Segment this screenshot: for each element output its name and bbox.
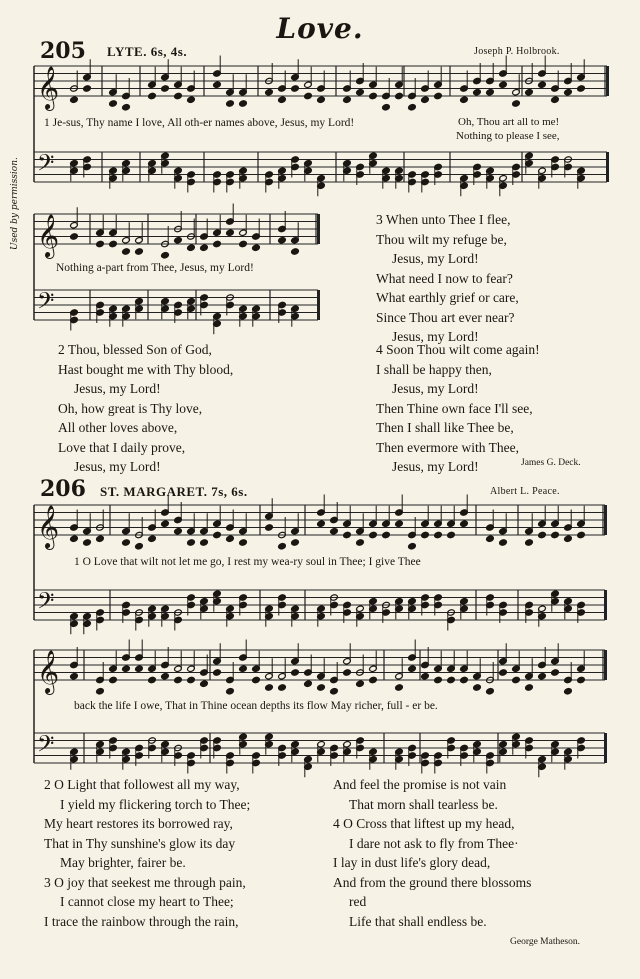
treble-clef: 𝄞: [37, 504, 60, 548]
note-head: [291, 85, 300, 92]
note-head: [343, 96, 352, 103]
note-head: [447, 531, 456, 538]
lyric-line-206-1: 1 O Love that wilt not let me go, I rest my wea-ry soul in Thee; I give Thee: [74, 556, 421, 568]
lyric-line-205-1-right-b: Nothing to please I see,: [456, 130, 560, 142]
permission-note: Used by permission.: [10, 157, 20, 250]
verse-line: red: [349, 894, 367, 909]
lyric-line-205-1: 1 Je-sus, Thy name I love, All oth-er names above, Jesus, my Lord!: [44, 117, 355, 129]
hymn-number-206: 206: [40, 476, 86, 502]
note-head: [564, 535, 573, 542]
verse-line: I yield my flickering torch to Thee;: [60, 796, 251, 812]
note-head: [239, 240, 248, 247]
note-head: [161, 85, 170, 92]
note-head: [148, 92, 157, 99]
note-head: [226, 229, 235, 236]
note-head: [200, 680, 209, 687]
note-head: [460, 676, 469, 683]
note-head: [200, 244, 209, 251]
note-head: [395, 92, 404, 99]
note-head: [278, 684, 287, 691]
note-head: [148, 676, 157, 683]
verse-line: And feel the promise is not vain: [333, 777, 507, 792]
note-head: [551, 531, 560, 538]
verses-206-col2: [333, 775, 531, 931]
note-head: [174, 676, 183, 683]
verse-line: That morn shall tearless be.: [349, 796, 498, 812]
note-head: [252, 244, 261, 251]
note-head: [226, 100, 235, 107]
verse-line: Jesus, my Lord!: [74, 381, 161, 396]
tune-name-206: ST. MARGARET. 7s, 6s.: [100, 484, 248, 499]
note-head: [564, 688, 573, 695]
verse-line: May brighter, fairer be.: [60, 855, 186, 870]
note-head: [187, 676, 196, 683]
note-head: [421, 673, 430, 680]
note-head: [174, 528, 183, 535]
note-head: [135, 665, 144, 672]
bass-clef: 𝄢: [37, 288, 55, 320]
note-head: [239, 539, 248, 546]
note-head: [187, 244, 196, 251]
note-head: [408, 665, 417, 672]
note-head: [148, 535, 157, 542]
verse-line: Jesus, my Lord!: [392, 251, 479, 266]
note-head: [486, 535, 495, 542]
note-head: [161, 673, 170, 680]
verse-line: That in Thy sunshine's glow its day: [44, 835, 236, 851]
note-head: [109, 240, 118, 247]
verse-line: Then Thine own face I'll see,: [376, 400, 533, 416]
verse-line: All other loves above,: [58, 420, 178, 435]
note-head: [369, 92, 378, 99]
note-head: [278, 96, 287, 103]
verse-205-3: [376, 210, 519, 347]
bass-clef: 𝄢: [37, 150, 55, 182]
verse-205-4: [376, 340, 540, 477]
final-bar: [317, 214, 320, 244]
note-head: [512, 100, 521, 107]
note-head: [356, 680, 365, 687]
note-head: [122, 539, 131, 546]
note-head: [434, 676, 443, 683]
verse-line: I trace the rainbow through the rain,: [44, 913, 239, 929]
final-bar: [604, 505, 607, 535]
bass-clef: 𝄢: [37, 731, 55, 763]
verse-line: And from the ground there blossoms: [333, 874, 532, 890]
final-bar: [606, 152, 609, 182]
note-head: [369, 531, 378, 538]
final-bar: [604, 733, 607, 763]
note-head: [538, 673, 547, 680]
note-head: [525, 684, 534, 691]
verse-line: Since Thou art ever near?: [376, 309, 515, 325]
note-head: [213, 531, 222, 538]
note-head: [304, 680, 313, 687]
note-head: [239, 665, 248, 672]
treble-clef: 𝄞: [37, 213, 60, 257]
verse-line: Love that I daily prove,: [58, 439, 186, 455]
note-head: [408, 543, 417, 550]
verse-line: Jesus, my Lord!: [392, 329, 479, 344]
lyric-line-206-2: back the life I owe, That in Thine ocean depths its flow May richer, full - er be.: [74, 700, 438, 712]
note-head: [291, 539, 300, 546]
verse-line: Thou wilt my refuge be,: [376, 231, 507, 247]
verse-line: Jesus, my Lord!: [392, 459, 479, 474]
verse-line: What earthly grief or care,: [376, 290, 519, 305]
note-head: [265, 684, 274, 691]
note-head: [343, 531, 352, 538]
note-head: [135, 248, 144, 255]
note-head: [278, 543, 287, 550]
verse-line: Hast bought me with Thy blood,: [58, 361, 234, 377]
verse-line: I cannot close my heart to Thee;: [60, 894, 234, 909]
note-head: [369, 676, 378, 683]
note-head: [278, 237, 287, 244]
note-head: [577, 85, 586, 92]
note-head: [330, 528, 339, 535]
note-head: [421, 96, 430, 103]
note-head: [135, 543, 144, 550]
note-head: [304, 92, 313, 99]
note-head: [473, 684, 482, 691]
verse-205-2: [58, 340, 233, 477]
verse-line: Then I shall like Thee be,: [376, 420, 514, 435]
note-head: [382, 104, 391, 111]
note-head: [512, 676, 521, 683]
note-head: [200, 539, 209, 546]
note-head: [83, 539, 92, 546]
note-head: [486, 89, 495, 96]
treble-clef: 𝄞: [37, 649, 60, 693]
page-title: Love.: [276, 12, 364, 45]
note-head: [538, 81, 547, 88]
verse-line: My heart restores its borrowed ray,: [44, 816, 233, 831]
note-head: [291, 248, 300, 255]
tune-name-205: LYTE. 6s, 4s.: [107, 44, 188, 59]
note-head: [161, 520, 170, 527]
verse-line: 2 O Light that followest all my way,: [44, 777, 240, 792]
verse-line: Then evermore with Thee,: [376, 439, 519, 455]
note-head: [421, 531, 430, 538]
note-head: [265, 524, 274, 531]
composer-205: Joseph P. Holbrook.: [474, 46, 560, 57]
note-head: [460, 96, 469, 103]
note-head: [109, 676, 118, 683]
verse-line: I dare not ask to fly from Thee·: [349, 835, 519, 851]
note-head: [447, 676, 456, 683]
note-head: [538, 531, 547, 538]
note-head: [174, 237, 183, 244]
note-head: [187, 539, 196, 546]
note-head: [434, 92, 443, 99]
note-head: [499, 539, 508, 546]
note-head: [486, 688, 495, 695]
note-head: [473, 89, 482, 96]
note-head: [330, 688, 339, 695]
verse-line: Jesus, my Lord!: [74, 459, 161, 474]
note-head: [525, 539, 534, 546]
note-head: [122, 248, 131, 255]
note-head: [174, 92, 183, 99]
note-head: [213, 81, 222, 88]
note-head: [96, 240, 105, 247]
note-head: [356, 539, 365, 546]
note-head: [577, 531, 586, 538]
note-head: [564, 89, 573, 96]
verse-line: I shall be happy then,: [376, 361, 492, 377]
treble-clef: 𝄞: [37, 65, 60, 109]
note-head: [499, 669, 508, 676]
verse-line: Oh, how great is Thy love,: [58, 400, 203, 416]
note-head: [525, 89, 534, 96]
final-bar: [604, 650, 607, 680]
final-bar: [606, 66, 609, 96]
note-head: [434, 531, 443, 538]
verse-line: Jesus, my Lord!: [392, 381, 479, 396]
final-bar: [604, 590, 607, 620]
note-head: [356, 89, 365, 96]
author-206: George Matheson.: [510, 937, 581, 947]
note-head: [395, 520, 404, 527]
note-head: [83, 85, 92, 92]
note-head: [70, 673, 79, 680]
lyric-line-205-1-right-a: Oh, Thou art all to me!: [458, 116, 560, 128]
note-head: [265, 89, 274, 96]
verse-line: Life that shall endless be.: [349, 913, 487, 929]
note-head: [213, 240, 222, 247]
note-head: [109, 100, 118, 107]
verse-line: I lay in dust life's glory dead,: [333, 855, 491, 870]
verse-line: What need I now to fear?: [376, 270, 513, 286]
note-head: [187, 96, 196, 103]
note-head: [317, 684, 326, 691]
note-head: [408, 104, 417, 111]
note-head: [213, 669, 222, 676]
lyric-line-205-2: Nothing a-part from Thee, Jesus, my Lord!: [56, 262, 254, 274]
verse-line: 4 Soon Thou wilt come again!: [376, 342, 540, 357]
note-head: [395, 684, 404, 691]
note-head: [551, 96, 560, 103]
note-head: [161, 252, 170, 259]
note-head: [122, 104, 131, 111]
note-head: [226, 535, 235, 542]
note-head: [551, 669, 560, 676]
note-head: [499, 81, 508, 88]
note-head: [96, 688, 105, 695]
note-head: [382, 531, 391, 538]
note-head: [70, 96, 79, 103]
final-bar: [317, 290, 320, 320]
verse-line: 4 O Cross that liftest up my head,: [333, 816, 515, 831]
bass-clef: 𝄢: [37, 588, 55, 620]
note-head: [577, 676, 586, 683]
note-head: [460, 520, 469, 527]
note-head: [291, 669, 300, 676]
note-head: [70, 535, 79, 542]
note-head: [70, 233, 79, 240]
note-head: [239, 100, 248, 107]
note-head: [122, 665, 131, 672]
hymn-number-205: 205: [40, 38, 86, 64]
note-head: [252, 676, 261, 683]
note-head: [317, 520, 326, 527]
composer-206: Albert L. Peace.: [490, 486, 560, 497]
note-head: [96, 535, 105, 542]
verse-line: 2 Thou, blessed Son of God,: [58, 342, 212, 357]
author-205: James G. Deck.: [521, 458, 581, 468]
verse-line: 3 When unto Thee I flee,: [376, 212, 511, 227]
verse-line: 3 O joy that seekest me through pain,: [44, 874, 246, 890]
note-head: [226, 688, 235, 695]
note-head: [343, 669, 352, 676]
note-head: [317, 96, 326, 103]
verses-206-col1: [44, 775, 250, 931]
